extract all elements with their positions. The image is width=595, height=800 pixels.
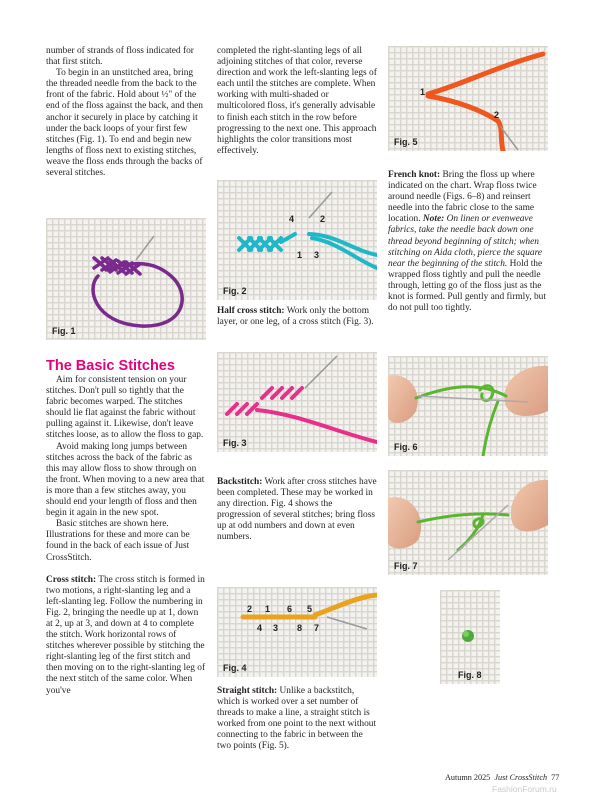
fig4-number: 6 (287, 604, 293, 614)
fig4-number: 3 (273, 623, 279, 633)
backstitch-body: Work after cross stitches have been completed. These may be worked in any direction. Fig. 4 shows the progression of several stitches; bring floss up at odd numbers and down at even numbers. (217, 477, 377, 543)
column-2-top-text (217, 46, 377, 157)
french-knot-body-end: Hold the wrapped floss tightly and pull the needle through, letting go of the floss just as the knot is formed. Pull gently and firmly, but do not pull too tightly. (388, 258, 546, 314)
half-cross-body: Work only the bottom layer, or one leg, of a cross stitch (Fig. 3). (217, 306, 374, 328)
figure-1-photo (46, 218, 206, 340)
intro-text-block (46, 46, 206, 179)
cross-stitch-paragraph (46, 575, 206, 697)
fig4-number: 5 (307, 604, 313, 614)
footer-magazine: Just CrossStitch (494, 773, 548, 782)
cross-stitch-lead: Cross stitch: (46, 574, 97, 585)
french-knot-text (388, 170, 548, 314)
figure-8-photo (440, 590, 500, 684)
section-heading: The Basic Stitches (46, 358, 175, 374)
paragraph: Avoid making long jumps between stitches across the back of the fabric as this may allow floss to show through on the front. When moving to a new area that is more than a few stitches away, you should end your length of floss and then begin it again in the new spot. (46, 441, 205, 519)
page-footer (445, 773, 559, 782)
backstitch-lead: Backstitch: (217, 477, 263, 487)
fig2-number: 4 (289, 214, 295, 224)
paragraph: completed the right-slanting legs of all adjoining stitches of that color, reverse direction and work the left-slanting legs of each until the stitches are complete. When working with multi-shaded or multicolored floss, it's generally advisable to finish each stitch in the row before progressing to the next one. This approach highlights the color transitions most effectively. (217, 46, 377, 156)
fig2-number: 1 (297, 250, 303, 260)
straight-stitch-body: Unlike a backstitch, which is worked over a set number of threads to make a line, a straight stitch is worked from one point to the next without connecting to the fabric in between the two points (Fig. 5). (217, 686, 377, 752)
figure-5-label: Fig. 5 (394, 137, 418, 147)
watermark: FashionForum.ru (492, 784, 557, 794)
figure-5-photo (388, 46, 548, 151)
paragraph: Aim for consistent tension on your stitches. Don't pull so tightly that the fabric becomes warped. The stitches should lie flat against the fabric without pulling against it. Likewise, don't leave stitches loose, as to allow the floss to gap. (46, 375, 204, 441)
figure-4-photo (217, 587, 377, 677)
footer-season: Autumn 2025 (445, 773, 491, 782)
french-knot-lead: French knot: (388, 170, 441, 180)
page-number: 77 (551, 773, 560, 782)
fig5-number: 1 (420, 87, 426, 97)
fig4-number: 8 (297, 623, 303, 633)
figure-3-photo (217, 352, 377, 452)
half-cross-lead: Half cross stitch: (217, 306, 285, 316)
figure-4-label: Fig. 4 (223, 663, 247, 673)
paragraph: number of strands of floss indicated for that first stitch. (46, 46, 194, 68)
backstitch-text (217, 477, 377, 544)
figure-6-label: Fig. 6 (394, 442, 418, 452)
straight-stitch-text (217, 686, 377, 753)
french-knot-body: Bring the floss up where indicated on the chart. Wrap floss twice around needle (Figs. 6–8) and reinsert needle into the fabric close to the same location. (388, 170, 537, 225)
figure-1-label: Fig. 1 (52, 326, 76, 336)
figure-2-photo (217, 180, 377, 300)
fig5-number: 2 (494, 110, 500, 120)
fig4-number: 7 (314, 623, 320, 633)
fig4-number: 4 (257, 623, 263, 633)
figure-7-label: Fig. 7 (394, 561, 418, 571)
note-text: On linen or evenweave fabrics, take the needle back down one thread beyond beginning of stitch; when stitching on Aida cloth, pierce the square near the beginning of the stitch. (388, 214, 543, 269)
paragraph: To begin in an unstitched area, bring the threaded needle from the back to the front of the fabric. Hold about ½" of the end of the floss against the back, and then anchor it securely in place by catching it under the back loops of your first few stitches (Fig. 1). To end and begin new lengths of floss next to existing stitches, weave the floss ends through the backs of several stitches. (46, 68, 203, 179)
fig2-number: 2 (320, 214, 326, 224)
cross-stitch-body: The cross stitch is formed in two motions, a right-slanting leg and a left-slanting leg. Follow the numbering in Fig. 2, bringing the needle up at 1, down at 2, up at 3, and down at 4 to complete the stitch. Work horizontal rows of stitches wherever possible by stitching the right-slanting leg of the first stitch and then moving on to the right-slanting leg of the next stitch of the same color. When you've (46, 574, 206, 696)
figure-2-label: Fig. 2 (223, 286, 247, 296)
figure-3-label: Fig. 3 (223, 438, 247, 448)
fig2-number: 3 (314, 250, 320, 260)
paragraph: Basic stitches are shown here. Illustrations for these and more can be found in the back of each issue of Just CrossStitch. (46, 519, 190, 563)
straight-stitch-lead: Straight stitch: (217, 686, 278, 696)
note-label: Note: (422, 214, 445, 225)
figure-6-photo (388, 356, 548, 456)
basic-stitches-text (46, 375, 206, 697)
fig4-number: 1 (265, 604, 271, 614)
fig4-number: 2 (247, 604, 253, 614)
figure-8-label: Fig. 8 (458, 670, 482, 680)
half-cross-text (217, 306, 377, 328)
figure-7-photo (388, 470, 548, 575)
